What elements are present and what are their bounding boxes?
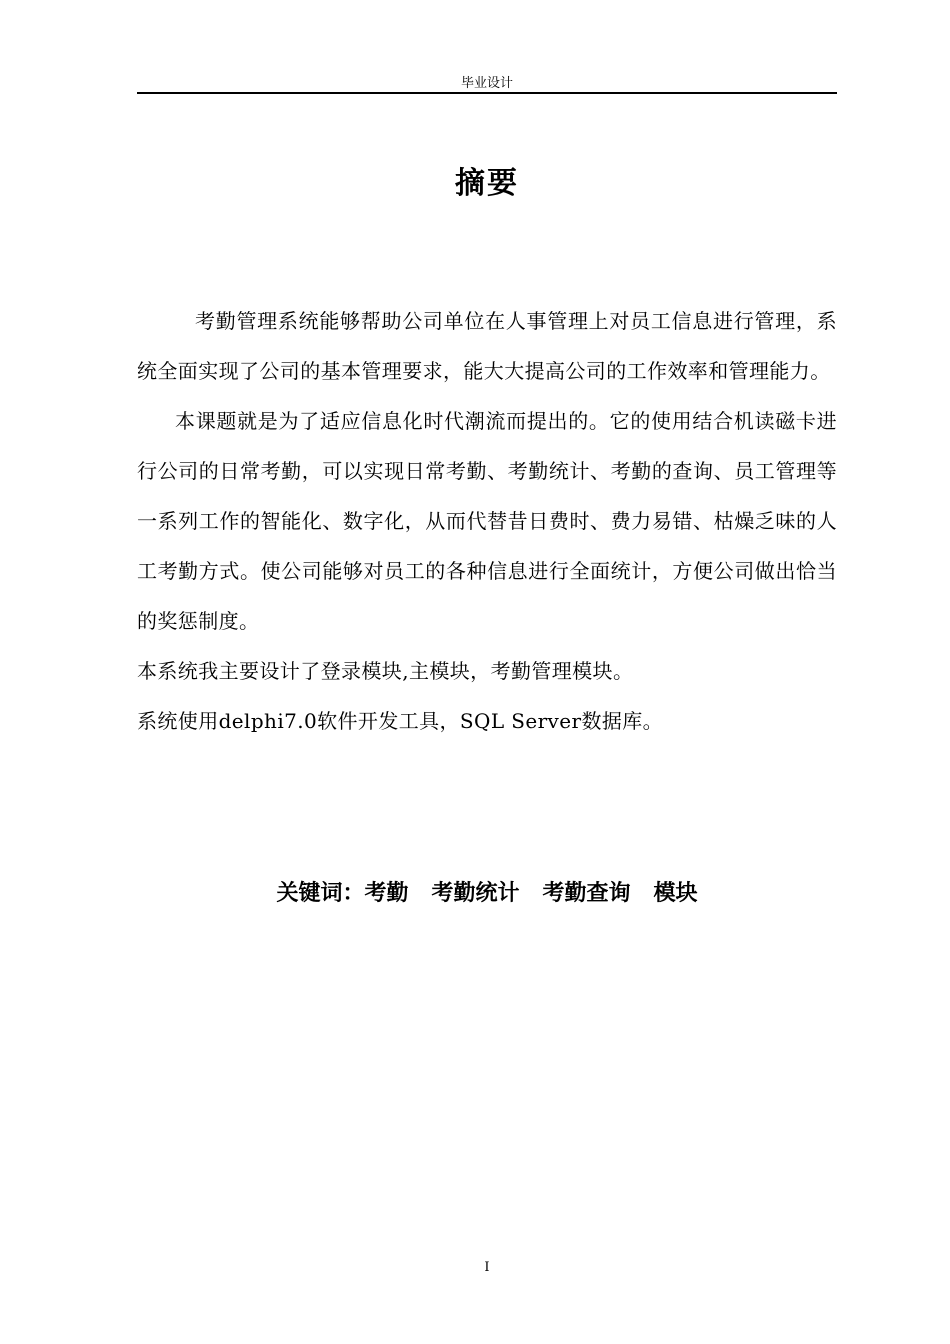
page-header-title: 毕业设计 bbox=[460, 76, 513, 91]
abstract-paragraph-4: 系统使用delphi7.0软件开发工具，SQL Server数据库。 bbox=[137, 709, 664, 733]
abstract-paragraph-3: 本系统我主要设计了登录模块,主模块，考勤管理模块。 bbox=[137, 659, 634, 683]
abstract-paragraph-1: 考勤管理系统能够帮助公司单位在人事管理上对员工信息进行管理，系统全面实现了公司的基本管理要求，能大大提高公司的工作效率和管理能力。 bbox=[137, 309, 837, 383]
page-number: I bbox=[484, 1260, 490, 1275]
abstract-title: 摘要 bbox=[455, 166, 519, 201]
keywords-line: 关键词：考勤 考勤统计 考勤查询 模块 bbox=[276, 880, 698, 906]
abstract-body bbox=[137, 296, 837, 746]
abstract-paragraph-2: 本课题就是为了适应信息化时代潮流而提出的。它的使用结合机读磁卡进行公司的日常考勤，可以实现日常考勤、考勤统计、考勤的查询、员工管理等一系列工作的智能化、数字化，从而代替昔日费时、费力易错、枯燥乏味的人工考勤方式。使公司能够对员工的各种信息进行全面统计，方便公司做出恰当的奖惩制度。 bbox=[137, 409, 837, 633]
header-divider bbox=[137, 92, 837, 94]
